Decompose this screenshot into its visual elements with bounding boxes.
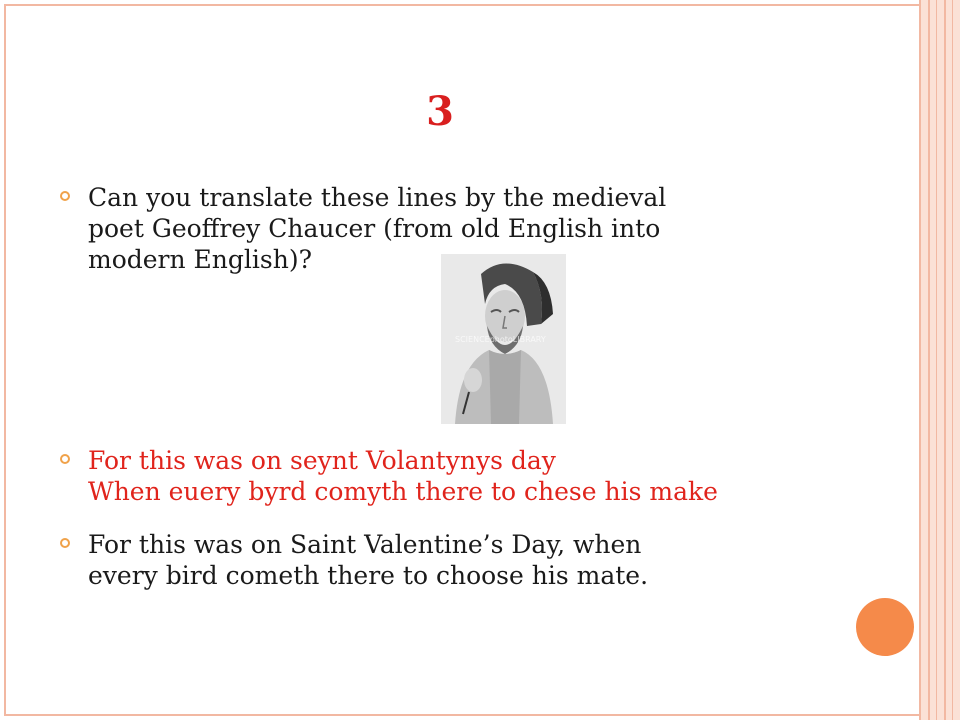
- chaucer-portrait: [441, 254, 566, 424]
- bullet-line: every bird cometh there to choose his mate.: [88, 561, 649, 590]
- slide-title: 3: [426, 88, 454, 135]
- bullet-line: Can you translate these lines by the medieval: [88, 183, 667, 212]
- right-band-line: [952, 0, 953, 720]
- bullet-circle-icon: [60, 454, 70, 464]
- bullet-line: poet Geoffrey Chaucer (from old English into: [88, 214, 661, 243]
- portrait-watermark: SCIENCEphotoLIBRARY: [455, 335, 546, 344]
- right-band-line: [936, 0, 937, 720]
- accent-circle: [856, 598, 914, 656]
- right-band-line: [944, 0, 946, 720]
- bullet-question: [88, 182, 666, 275]
- right-band-line: [928, 0, 930, 720]
- bullet-line: For this was on seynt Volantynys day: [88, 446, 556, 475]
- portrait-illustration: [441, 254, 566, 424]
- bullet-old-english: [88, 445, 718, 507]
- bullet-line: When euery byrd comyth there to chese his make: [88, 477, 718, 506]
- bullet-modern-english: [88, 529, 648, 591]
- bullet-circle-icon: [60, 191, 70, 201]
- right-decorative-band: [919, 0, 960, 720]
- border-bottom: [4, 714, 920, 716]
- bullet-circle-icon: [60, 538, 70, 548]
- right-band-line: [919, 0, 921, 720]
- bullet-line: modern English)?: [88, 245, 312, 274]
- border-top: [4, 4, 920, 6]
- bullet-line: For this was on Saint Valentine’s Day, when: [88, 530, 642, 559]
